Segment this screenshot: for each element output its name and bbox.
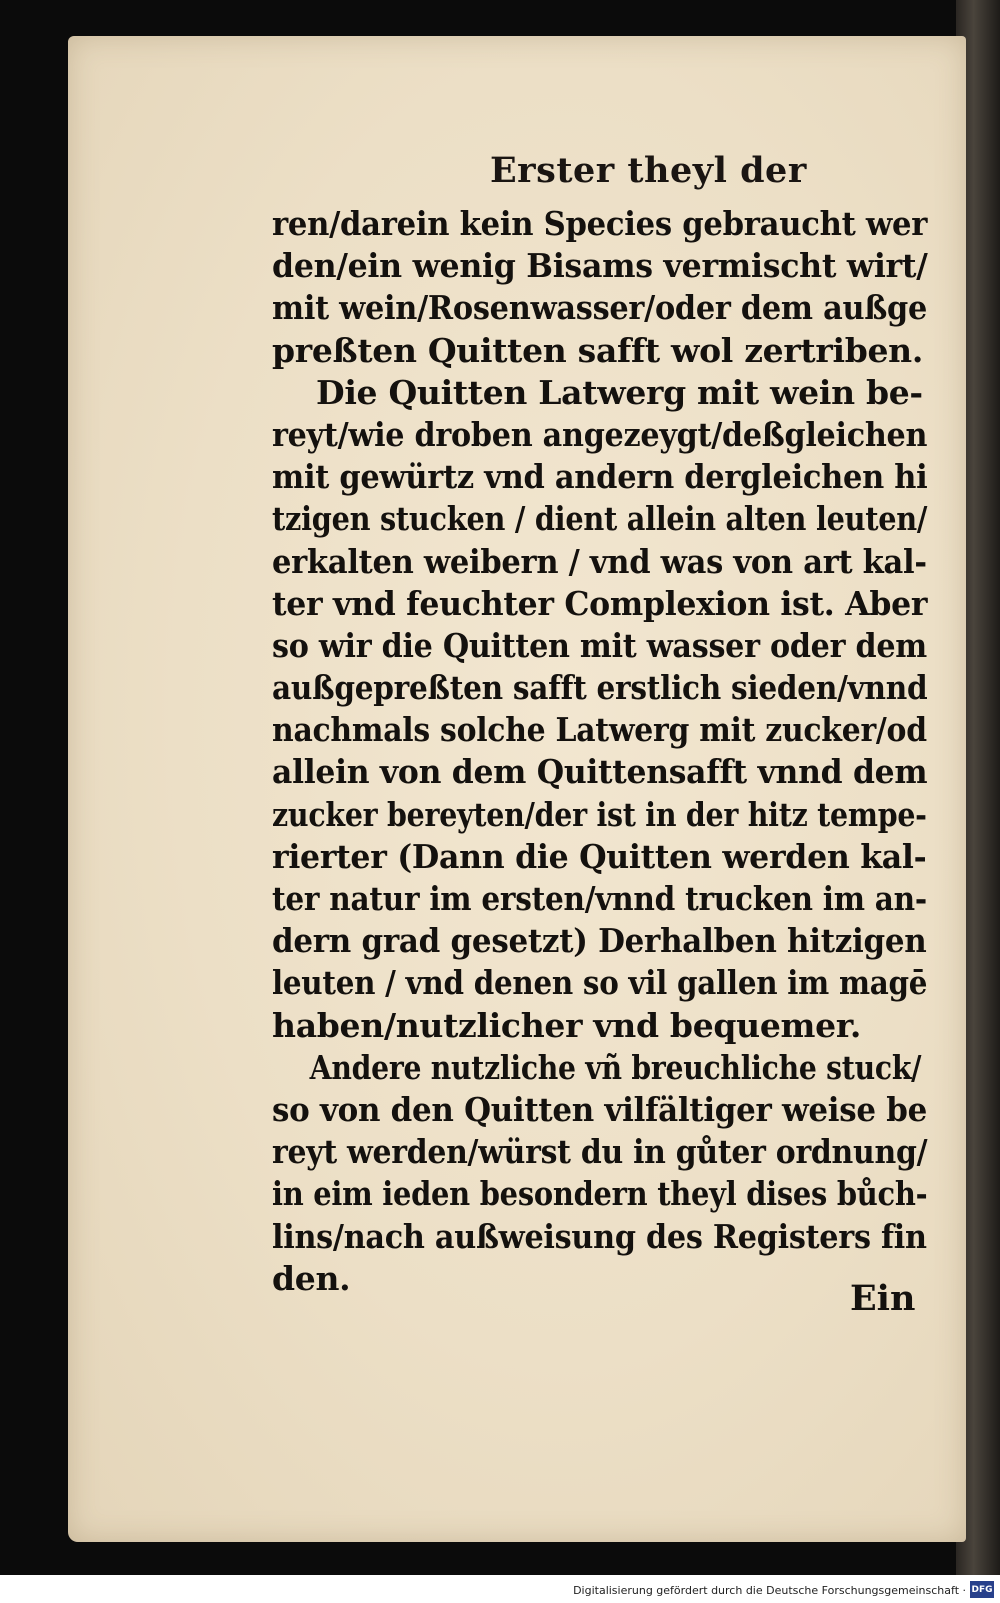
text-line: den/ein wenig Bisams vermischt wirt/ [272,246,928,286]
text-line: leuten / vnd denen so vil gallen im magē [272,963,928,1003]
text-line: reyt/wie droben angezeygt/deßgleichen [272,414,928,454]
text-line: reyt werden/würst du in gůter ordnung/ [272,1132,928,1172]
text-line: allein von dem Quittensafft vnnd dem [272,752,928,792]
catchword: Ein [850,1278,916,1319]
text-line: Die Quitten Latwerg mit wein be- [316,372,923,412]
text-line: nachmals solche Latwerg mit zucker/od [272,710,927,750]
text-line: so wir die Quitten mit wasser oder dem [272,625,927,665]
text-line: mit gewürtz vnd andern dergleichen hi [272,457,928,497]
text-line: preßten Quitten safft wol zertriben. [272,330,924,370]
text-line: mit wein/Rosenwasser/oder dem außge [272,288,928,328]
text-line: ren/darein kein Species gebraucht wer [272,204,928,243]
text-line: lins/nach außweisung des Registers fin [272,1216,927,1256]
text-line: rierter (Dann die Quitten werden kal- [272,836,927,876]
text-line: dern grad gesetzt) Derhalben hitzigen [272,921,927,961]
text-line: so von den Quitten vilfältiger weise be [272,1089,927,1129]
text-line: den. [272,1258,351,1298]
dfg-logo-icon: DFG [970,1581,994,1598]
text-line: Andere nutzliche vñ breuchliche stuck/ [309,1047,922,1087]
text-line: tzigen stucken / dient allein alten leuten/ [272,499,928,539]
text-line: ter vnd feuchter Complexion ist. Aber [272,583,928,623]
text-line: zucker bereyten/der ist in der hitz tempe- [272,794,927,834]
text-line: in eim ieden besondern theyl dises bůch- [272,1174,928,1214]
text-line: haben/nutzlicher vnd bequemer. [272,1005,862,1045]
running-head: Erster theyl der [490,150,807,191]
text-line: erkalten weibern / vnd was von art kal- [272,541,927,581]
text-line: ter natur im ersten/vnnd trucken im an- [272,879,927,918]
text-line: außgepreßten safft erstlich sieden/vnnd [272,668,928,708]
body-text [272,203,932,1300]
funding-credit: Digitalisierung gefördert durch die Deutsche Forschungsgemeinschaft · [573,1584,966,1597]
